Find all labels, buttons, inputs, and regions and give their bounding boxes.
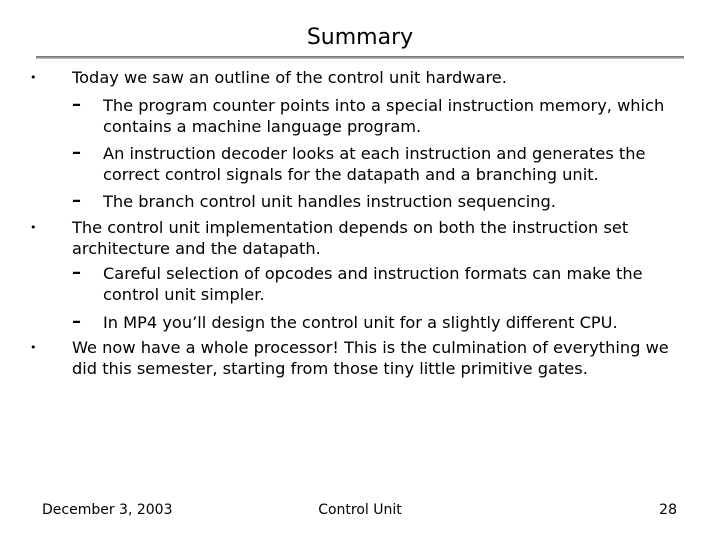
- dash-icon: –: [72, 142, 81, 163]
- bullet-1-sub-1-text: The program counter points into a special instruction memory, which contains a machine language program.: [103, 96, 665, 136]
- bullet-2-sub-1: [72, 262, 688, 306]
- bullet-dot-icon: •: [30, 71, 37, 84]
- dash-icon: –: [72, 311, 81, 332]
- bullet-1-text: Today we saw an outline of the control unit hardware.: [72, 68, 507, 87]
- dash-icon: –: [72, 94, 81, 115]
- bullet-3-text: We now have a whole processor! This is the culmination of everything we did this semester, starting from those tiny little primitive gates.: [72, 338, 669, 378]
- bullet-1: [30, 68, 684, 89]
- dash-icon: –: [72, 190, 81, 211]
- bullet-1-sub-1: [72, 94, 688, 138]
- footer-topic: Control Unit: [318, 502, 402, 518]
- bullet-dot-icon: •: [30, 221, 37, 234]
- bullet-2: [30, 218, 684, 260]
- bullet-1-sub-2-text: An instruction decoder looks at each instruction and generates the correct control signals for the datapath and a branching unit.: [103, 144, 646, 184]
- bullet-1-sub-2: [72, 142, 688, 186]
- slide-title: Summary: [306, 25, 414, 50]
- bullet-1-sub-3: [72, 190, 688, 213]
- bullet-2-sub-1-text: Careful selection of opcodes and instruction formats can make the control unit simpler.: [103, 264, 643, 304]
- title-divider: [36, 56, 684, 59]
- bullet-2-sub-2: [72, 311, 688, 334]
- bullet-1-sub-3-text: The branch control unit handles instruction sequencing.: [103, 192, 556, 211]
- footer-page-number: 28: [659, 502, 677, 518]
- bullet-3: [30, 338, 684, 380]
- footer-date: December 3, 2003: [42, 502, 173, 518]
- dash-icon: –: [72, 262, 81, 283]
- bullet-2-sub-2-text: In MP4 you’ll design the control unit for a slightly different CPU.: [103, 313, 618, 332]
- bullet-dot-icon: •: [30, 341, 37, 354]
- bullet-2-text: The control unit implementation depends on both the instruction set architecture and the datapath.: [72, 218, 629, 258]
